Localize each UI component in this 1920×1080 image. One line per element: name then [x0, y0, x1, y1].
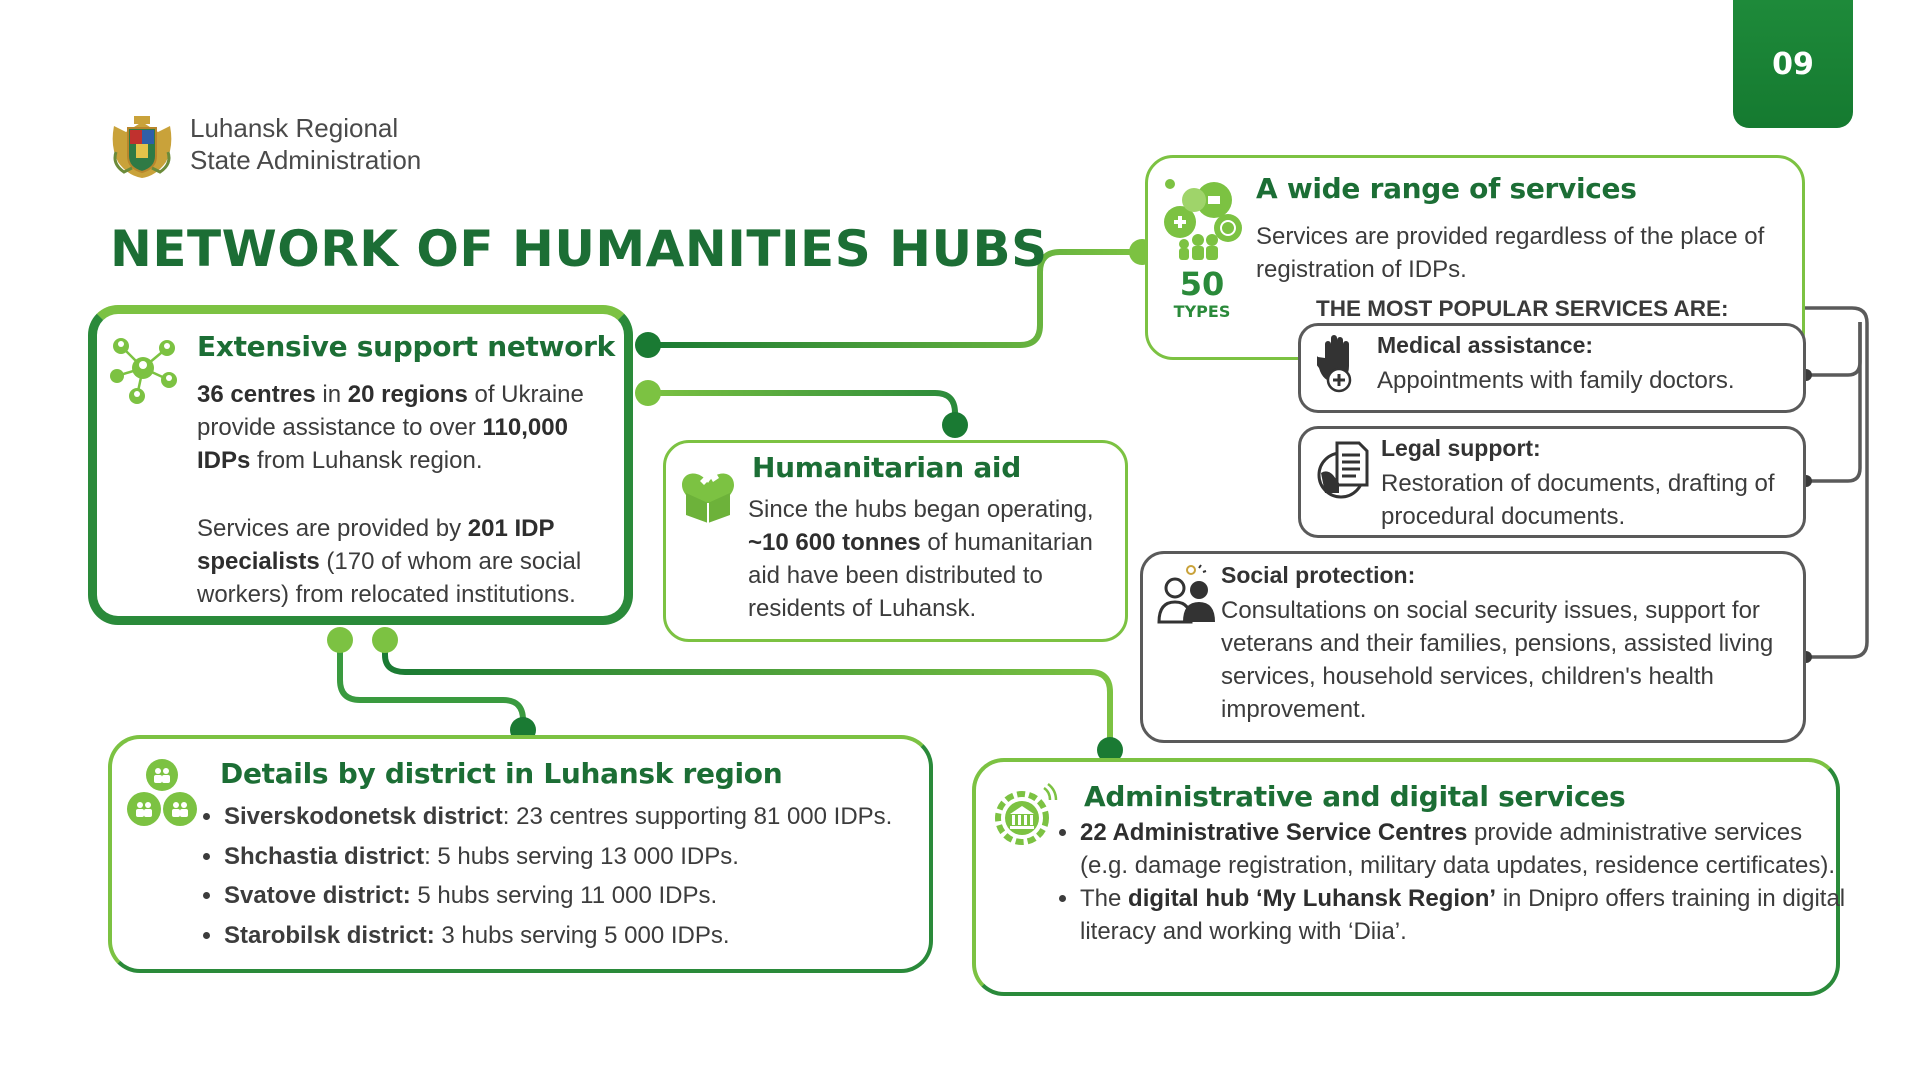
- text-fragment: provide administrative services (e.g. damage registration, military data updates, residence certificates).: [1080, 819, 1836, 879]
- district-item: [224, 837, 944, 877]
- hand-medical-icon: [1317, 334, 1361, 394]
- document-icon: [1315, 439, 1371, 499]
- medical-text: Appointments with family doctors.: [1377, 367, 1735, 394]
- district-name: Shchastia district: [224, 842, 425, 870]
- support-network-title: Extensive support network: [197, 330, 615, 363]
- admin-item-asc: [1080, 816, 1850, 882]
- text-fragment: :: [424, 842, 438, 870]
- district-detail: 3 hubs serving 5 000 IDPs.: [441, 921, 730, 949]
- services-title: A wide range of services: [1256, 172, 1637, 205]
- support-network-card: [88, 305, 633, 625]
- text-fragment: :: [502, 803, 517, 830]
- text-fragment: in: [315, 381, 348, 408]
- admin-item-digital-hub: [1080, 882, 1850, 948]
- text-fragment: in Dnipro offers training in digital literacy and working with ‘Diia’.: [1080, 885, 1846, 945]
- organization-line1: Luhansk Regional: [190, 113, 399, 143]
- tonnes-amount: ~10 600 tonnes: [748, 529, 921, 556]
- district-item: [224, 876, 944, 916]
- humanitarian-aid-text: [748, 493, 1128, 625]
- district-name: Starobilsk district:: [224, 921, 435, 949]
- admin-services-list: [1058, 816, 1850, 948]
- popular-services-heading: THE MOST POPULAR SERVICES ARE:: [1316, 296, 1729, 321]
- regions-count: 20 regions: [347, 381, 468, 408]
- page-number: 09: [1733, 0, 1853, 128]
- services-count: 50: [1179, 265, 1225, 303]
- text-fragment: The: [1080, 885, 1129, 912]
- legal-text: Restoration of documents, drafting of procedural documents.: [1381, 470, 1775, 530]
- districts-title: Details by district in Luhansk region: [220, 757, 783, 790]
- district-name: Siverskodonetsk district: [224, 803, 503, 830]
- idps-count: 110,000 IDPs: [197, 414, 568, 474]
- centres-count: 36 centres: [197, 381, 316, 408]
- districts-card: [108, 735, 933, 973]
- social-title: Social protection:: [1221, 562, 1416, 588]
- organization-line2: State Administration: [190, 145, 422, 175]
- heart-box-icon: [676, 463, 740, 523]
- admin-services-card: [972, 758, 1846, 996]
- support-network-paragraph-2: [197, 512, 627, 611]
- district-name: Svatove district:: [224, 882, 411, 909]
- districts-list: [202, 797, 944, 955]
- page-title: NETWORK OF HUMANITIES HUBS: [110, 220, 1048, 278]
- text-fragment: Since the hubs began operating,: [748, 496, 1094, 523]
- district-detail: 5 hubs serving 13 000 IDPs.: [437, 842, 739, 870]
- district-detail: 5 hubs serving 11 000 IDPs.: [417, 882, 718, 909]
- text-fragment: of humanitarian aid have been distributed to residents of Luhansk.: [748, 529, 1093, 622]
- bank-gear-icon: [988, 780, 1058, 850]
- admin-services-title: Administrative and digital services: [1084, 780, 1626, 813]
- social-text: Consultations on social security issues, support for veterans and their families, pensions, assisted living services, household services, children's health improvement.: [1221, 597, 1774, 723]
- text-fragment: of Ukraine provide assistance to over: [197, 381, 584, 441]
- organization-name: [190, 112, 421, 176]
- legal-support-card: [1298, 426, 1806, 538]
- social-people-icon: [1155, 564, 1219, 624]
- text-fragment: Services are provided by: [197, 515, 468, 542]
- services-cluster-icon: [1160, 178, 1244, 262]
- digital-hub-name: digital hub ‘My Luhansk Region’: [1128, 885, 1497, 912]
- support-network-paragraph-1: [197, 378, 627, 477]
- people-group-icon: [126, 759, 198, 829]
- medical-title: Medical assistance:: [1377, 332, 1594, 358]
- emblem-icon: [108, 112, 176, 180]
- humanitarian-aid-title: Humanitarian aid: [752, 451, 1021, 484]
- medical-assistance-card: [1298, 323, 1806, 413]
- asc-count: 22 Administrative Service Centres: [1080, 819, 1468, 846]
- district-item: [224, 916, 944, 956]
- specialists-count: 201 IDP specialists: [197, 515, 555, 575]
- services-text: Services are provided regardless of the place of registration of IDPs.: [1256, 223, 1765, 283]
- district-detail: 23 centres supporting 81 000 IDPs.: [516, 803, 893, 830]
- services-count-label: TYPES: [1173, 302, 1231, 321]
- network-icon: [107, 328, 179, 404]
- text-fragment: (170 of whom are social workers) from relocated institutions.: [197, 548, 582, 608]
- text-fragment: from Luhansk region.: [250, 447, 483, 474]
- humanitarian-aid-card: [663, 440, 1128, 642]
- district-item: [224, 797, 944, 837]
- legal-title: Legal support:: [1381, 435, 1541, 461]
- social-protection-card: [1140, 551, 1806, 743]
